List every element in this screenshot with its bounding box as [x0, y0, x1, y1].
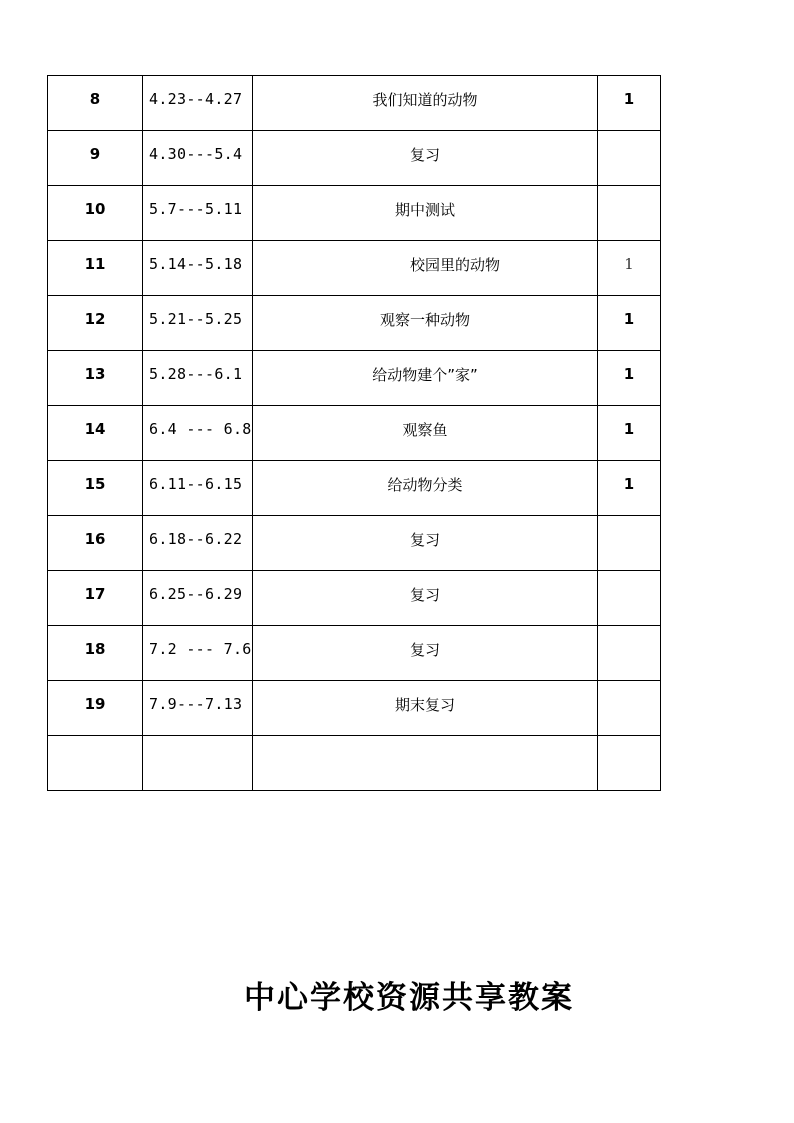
hours-cell: [598, 681, 661, 736]
table-row: [48, 76, 661, 131]
table-row: [48, 516, 661, 571]
date-range-cell: 7.9---7.13: [143, 681, 253, 736]
week-cell: 12: [48, 296, 143, 351]
document-footer-title: 中心学校资源共享教案: [244, 980, 574, 1016]
date-range-cell: 6.4 --- 6.8: [143, 406, 253, 461]
date-range-cell: 5.14--5.18: [143, 241, 253, 296]
week-cell: 9: [48, 131, 143, 186]
date-range-cell: 5.28---6.1: [143, 351, 253, 406]
table-row: [48, 186, 661, 241]
topic-cell: 给动物建个”家”: [253, 351, 598, 406]
table-row: [48, 736, 661, 791]
hours-cell: 1: [598, 351, 661, 406]
table-row: [48, 681, 661, 736]
date-range-cell: 5.7---5.11: [143, 186, 253, 241]
table-row: [48, 131, 661, 186]
date-range-cell: 6.18--6.22: [143, 516, 253, 571]
hours-cell: 1: [598, 76, 661, 131]
topic-cell: 观察鱼: [253, 406, 598, 461]
topic-cell: 复习: [253, 626, 598, 681]
topic-cell: 期末复习: [253, 681, 598, 736]
date-range-cell: 6.11--6.15: [143, 461, 253, 516]
hours-cell: 1: [598, 296, 661, 351]
topic-cell: 复习: [253, 131, 598, 186]
topic-cell: 复习: [253, 571, 598, 626]
week-cell: 14: [48, 406, 143, 461]
date-range-cell: 6.25--6.29: [143, 571, 253, 626]
date-range-cell: [143, 736, 253, 791]
week-cell: 16: [48, 516, 143, 571]
hours-cell: [598, 516, 661, 571]
teaching-schedule-table: [47, 75, 661, 791]
hours-cell: [598, 571, 661, 626]
week-cell: 17: [48, 571, 143, 626]
topic-cell: 期中测试: [253, 186, 598, 241]
hours-cell: [598, 131, 661, 186]
week-cell: [48, 736, 143, 791]
week-cell: 15: [48, 461, 143, 516]
table-row: [48, 461, 661, 516]
week-cell: 19: [48, 681, 143, 736]
date-range-cell: 7.2 --- 7.6: [143, 626, 253, 681]
topic-cell: 给动物分类: [253, 461, 598, 516]
table-row: [48, 571, 661, 626]
table-row: [48, 626, 661, 681]
hours-cell: 1: [598, 406, 661, 461]
topic-cell: 观察一种动物: [253, 296, 598, 351]
week-cell: 18: [48, 626, 143, 681]
week-cell: 13: [48, 351, 143, 406]
hours-cell: [598, 626, 661, 681]
topic-cell: [253, 736, 598, 791]
topic-cell: 我们知道的动物: [253, 76, 598, 131]
week-cell: 11: [48, 241, 143, 296]
topic-cell: 校园里的动物: [253, 241, 598, 296]
table-row: [48, 241, 661, 296]
hours-cell: 1: [598, 461, 661, 516]
table-row: [48, 406, 661, 461]
date-range-cell: 4.23--4.27: [143, 76, 253, 131]
hours-cell: 1: [598, 241, 661, 296]
hours-cell: [598, 186, 661, 241]
week-cell: 10: [48, 186, 143, 241]
date-range-cell: 4.30---5.4: [143, 131, 253, 186]
date-range-cell: 5.21--5.25: [143, 296, 253, 351]
week-cell: 8: [48, 76, 143, 131]
hours-cell: [598, 736, 661, 791]
table-row: [48, 296, 661, 351]
topic-cell: 复习: [253, 516, 598, 571]
table-row: [48, 351, 661, 406]
